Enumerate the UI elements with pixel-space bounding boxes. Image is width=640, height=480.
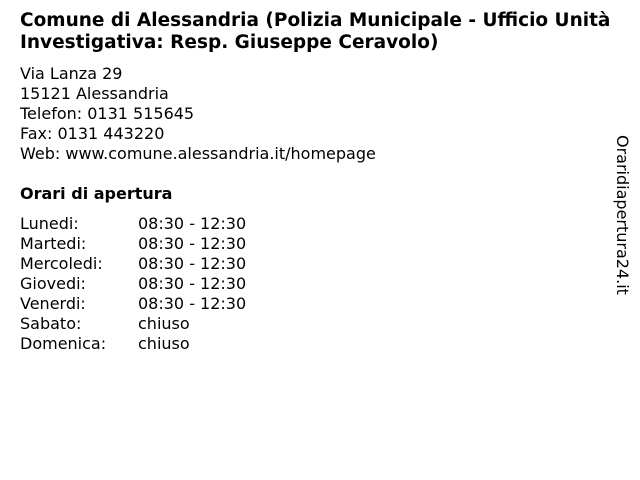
hours-row-wednesday — [20, 254, 246, 274]
hours-row-monday — [20, 214, 246, 234]
time-value: chiuso — [138, 334, 190, 353]
day-label: Mercoledi: — [20, 254, 103, 273]
hours-row-thursday — [20, 274, 246, 294]
day-label: Venerdi: — [20, 294, 86, 313]
time-value: 08:30 - 12:30 — [138, 294, 247, 313]
hours-row-friday — [20, 294, 246, 314]
time-value: 08:30 - 12:30 — [138, 214, 247, 233]
fax-number: Fax: 0131 443220 — [20, 124, 165, 143]
hours-row-tuesday — [20, 234, 246, 254]
time-value: chiuso — [138, 314, 190, 333]
hours-row-sunday — [20, 334, 246, 354]
opening-hours-heading: Orari di apertura — [20, 184, 173, 203]
street-address: Via Lanza 29 — [20, 64, 123, 83]
hours-row-saturday — [20, 314, 246, 334]
day-label: Martedi: — [20, 234, 87, 253]
time-value: 08:30 - 12:30 — [138, 234, 247, 253]
site-brand-vertical: Oraridiapertura24.it — [613, 135, 632, 295]
day-label: Giovedi: — [20, 274, 86, 293]
time-value: 08:30 - 12:30 — [138, 254, 247, 273]
phone-number: Telefon: 0131 515645 — [20, 104, 195, 123]
opening-hours-table — [20, 214, 246, 354]
city-address: 15121 Alessandria — [20, 84, 169, 103]
day-label: Lunedi: — [20, 214, 79, 233]
page-title: Comune di Alessandria (Polizia Municipale - Ufficio Unità Investigativa: Resp. Giuseppe Ceravolo) — [20, 10, 611, 53]
website-link[interactable]: Web: www.comune.alessandria.it/homepage — [20, 144, 376, 163]
time-value: 08:30 - 12:30 — [138, 274, 247, 293]
address-block — [20, 64, 376, 164]
day-label: Sabato: — [20, 314, 82, 333]
day-label: Domenica: — [20, 334, 107, 353]
